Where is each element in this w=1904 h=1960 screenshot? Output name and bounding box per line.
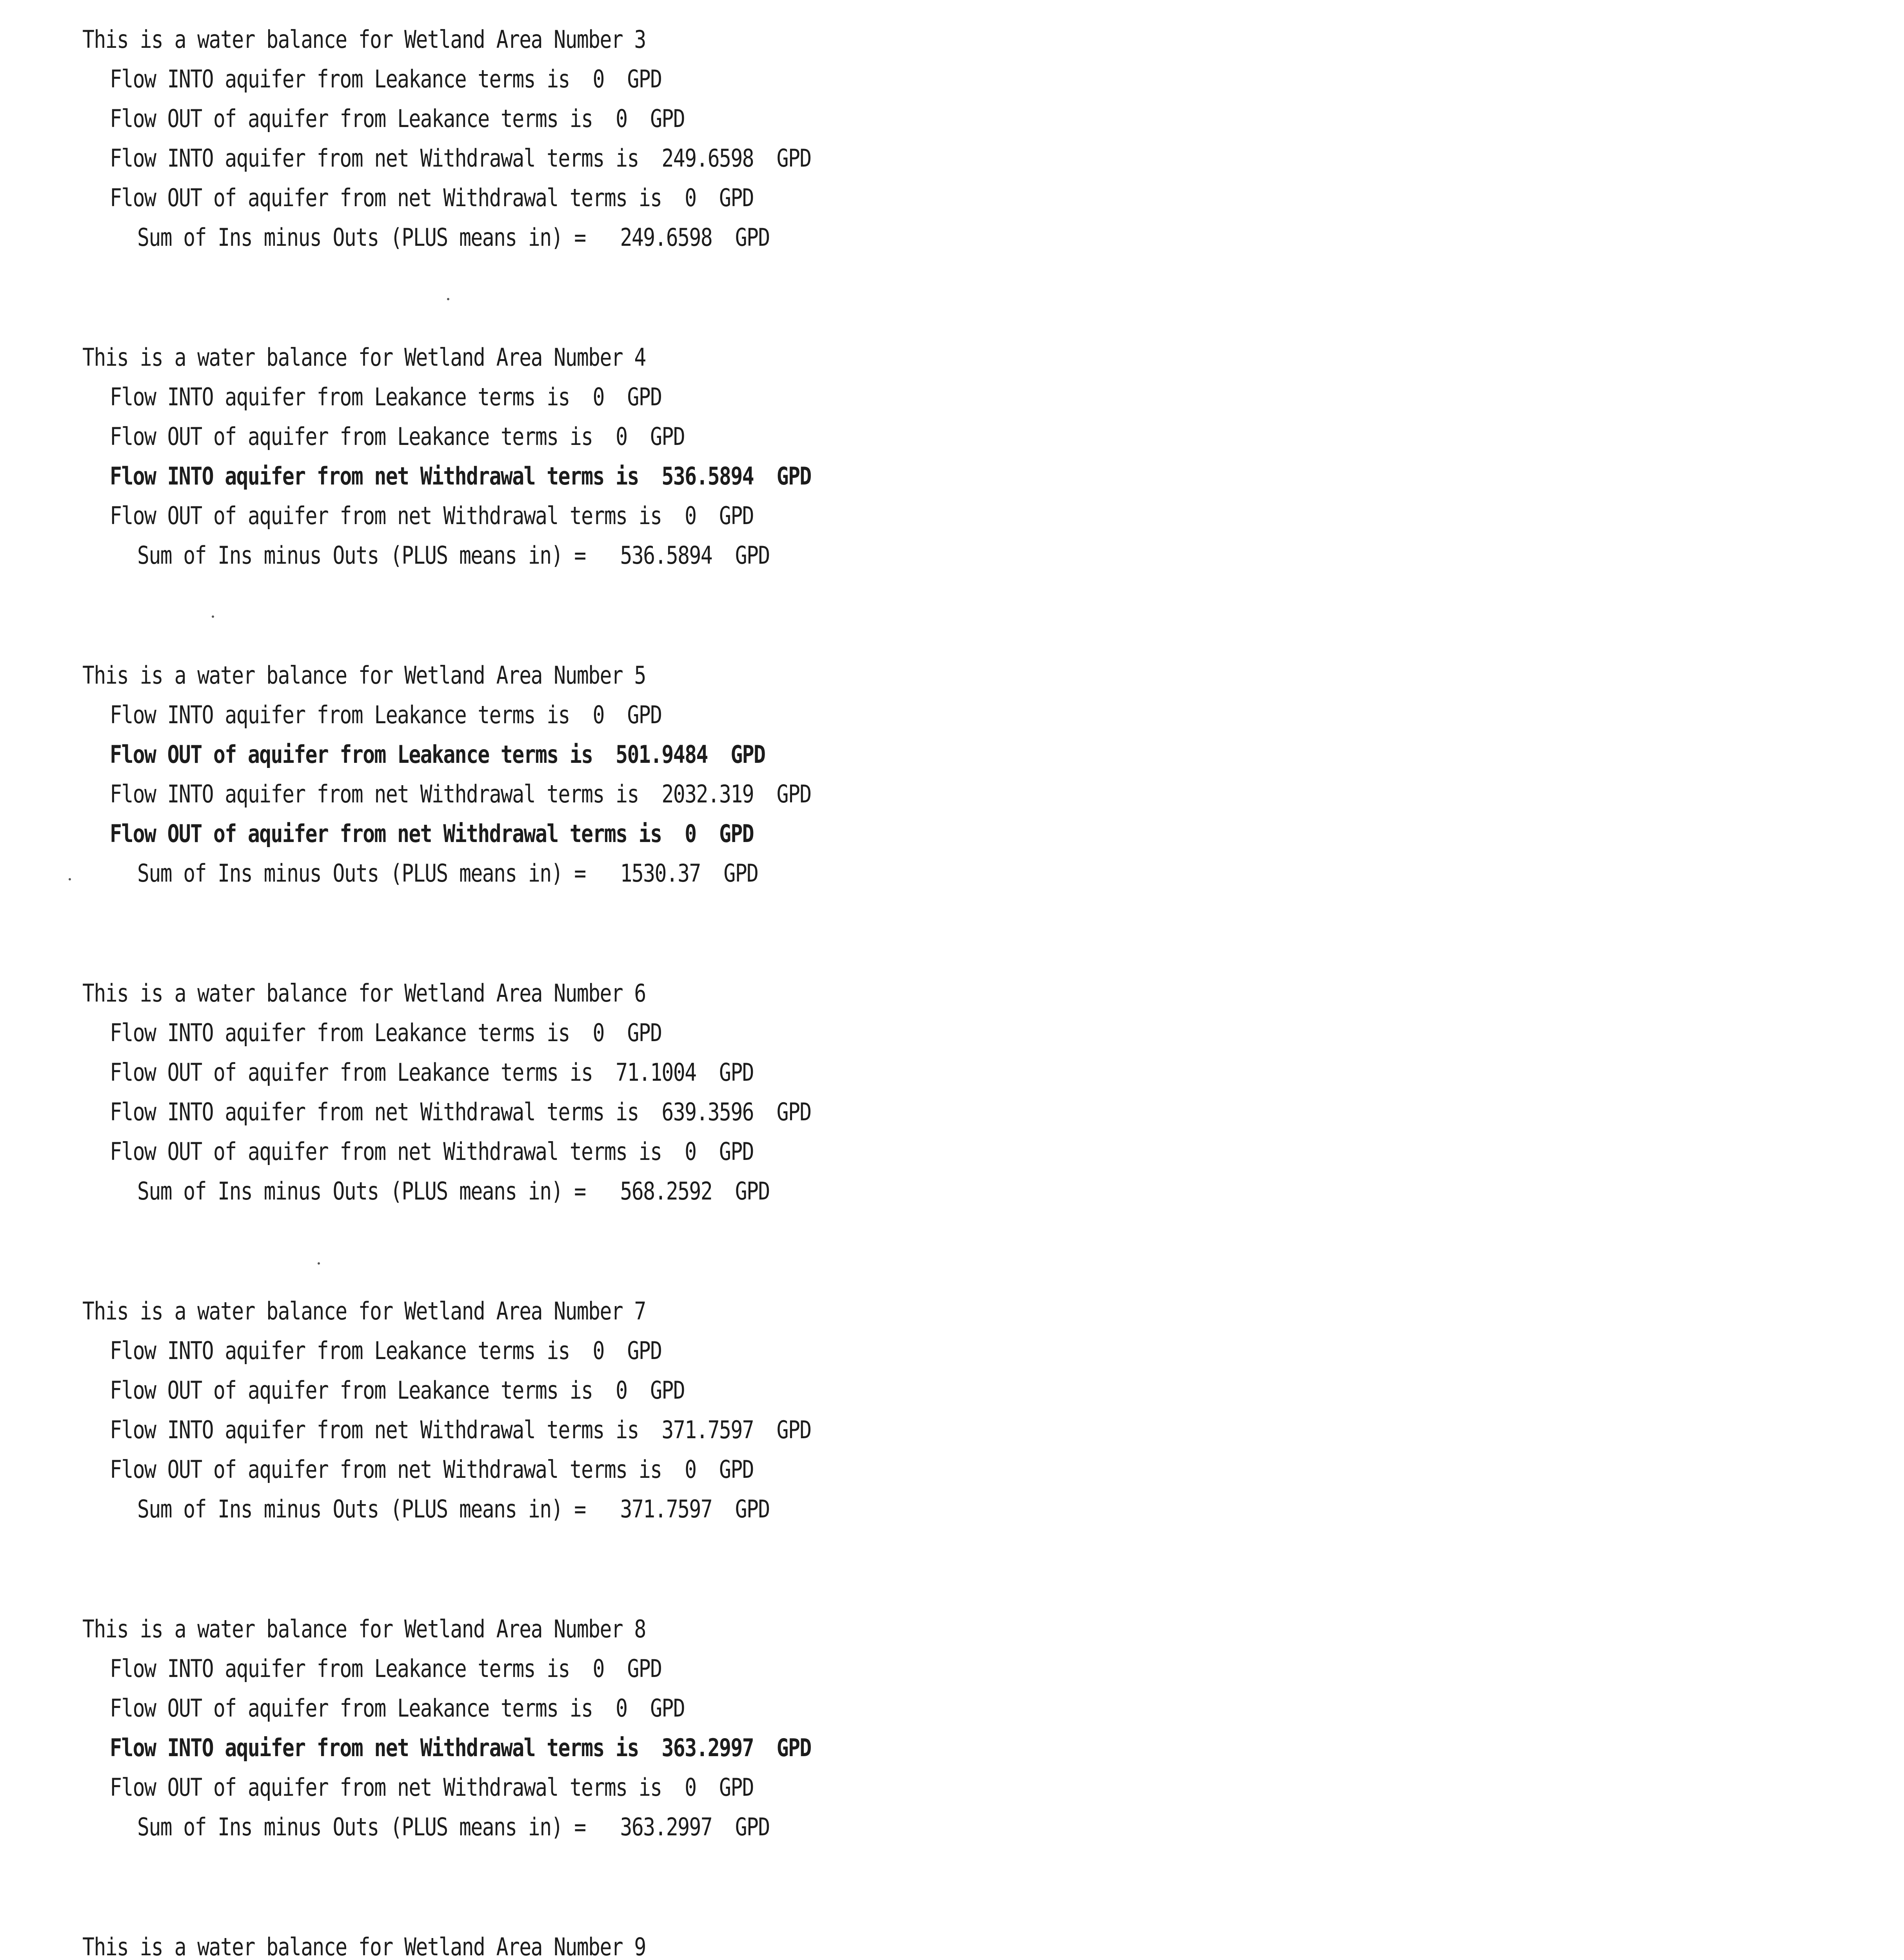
flow-line: Flow OUT of aquifer from Leakance terms is 501.9484 GPD: [110, 740, 765, 769]
scan-speck: [447, 298, 449, 300]
flow-line: Flow INTO aquifer from net Withdrawal terms is 2032.319 GPD: [110, 780, 811, 808]
flow-line: Flow OUT of aquifer from Leakance terms is 0 GPD: [110, 1376, 685, 1405]
flow-line: Flow INTO aquifer from net Withdrawal terms is 639.3596 GPD: [110, 1098, 811, 1126]
block-header: This is a water balance for Wetland Area Number 8: [82, 1615, 646, 1643]
water-balance-block: [82, 1609, 1023, 1847]
scan-speck: [69, 878, 71, 880]
flow-line: Flow OUT of aquifer from net Withdrawal terms is 0 GPD: [110, 183, 754, 212]
block-header: This is a water balance for Wetland Area Number 7: [82, 1297, 646, 1325]
sum-line: Sum of Ins minus Outs (PLUS means in) = 249.6598 GPD: [137, 223, 770, 252]
flow-line: Flow INTO aquifer from Leakance terms is 0 GPD: [110, 1654, 662, 1683]
flow-line: Flow INTO aquifer from Leakance terms is 0 GPD: [110, 1336, 662, 1365]
flow-line: Flow OUT of aquifer from Leakance terms is 0 GPD: [110, 1694, 685, 1722]
water-balance-block: [82, 655, 1023, 893]
flow-line: Flow INTO aquifer from Leakance terms is 0 GPD: [110, 701, 662, 729]
water-balance-block: [82, 1927, 1023, 1960]
sum-line: Sum of Ins minus Outs (PLUS means in) = 363.2997 GPD: [137, 1813, 770, 1841]
sum-line: Sum of Ins minus Outs (PLUS means in) = 1530.37 GPD: [137, 859, 758, 887]
flow-line: Flow INTO aquifer from net Withdrawal terms is 371.7597 GPD: [110, 1416, 811, 1444]
flow-line: Flow INTO aquifer from Leakance terms is 0 GPD: [110, 383, 662, 411]
water-balance-block: [82, 20, 1023, 257]
sum-line: Sum of Ins minus Outs (PLUS means in) = 568.2592 GPD: [137, 1177, 770, 1205]
flow-line: Flow OUT of aquifer from Leakance terms is 0 GPD: [110, 422, 685, 451]
flow-line: Flow INTO aquifer from net Withdrawal terms is 536.5894 GPD: [110, 462, 811, 490]
flow-line: Flow OUT of aquifer from Leakance terms is 71.1004 GPD: [110, 1058, 754, 1087]
flow-line: Flow INTO aquifer from net Withdrawal terms is 363.2997 GPD: [110, 1733, 811, 1762]
flow-line: Flow INTO aquifer from Leakance terms is 0 GPD: [110, 65, 662, 93]
flow-line: Flow OUT of aquifer from net Withdrawal terms is 0 GPD: [110, 1773, 754, 1802]
block-header: This is a water balance for Wetland Area Number 3: [82, 25, 646, 54]
sum-line: Sum of Ins minus Outs (PLUS means in) = 371.7597 GPD: [137, 1495, 770, 1523]
flow-line: Flow OUT of aquifer from Leakance terms is 0 GPD: [110, 104, 685, 133]
flow-line: Flow INTO aquifer from net Withdrawal terms is 249.6598 GPD: [110, 144, 811, 172]
scan-speck: [212, 615, 214, 618]
water-balance-block: [82, 338, 1023, 575]
block-header: This is a water balance for Wetland Area Number 6: [82, 979, 646, 1007]
scan-speck: [318, 1262, 320, 1265]
water-balance-block: [82, 1291, 1023, 1529]
sum-line: Sum of Ins minus Outs (PLUS means in) = 536.5894 GPD: [137, 541, 770, 570]
flow-line: Flow INTO aquifer from Leakance terms is 0 GPD: [110, 1018, 662, 1047]
water-balance-block: [82, 973, 1023, 1211]
flow-line: Flow OUT of aquifer from net Withdrawal terms is 0 GPD: [110, 1137, 754, 1166]
flow-line: Flow OUT of aquifer from net Withdrawal terms is 0 GPD: [110, 1455, 754, 1484]
flow-line: Flow OUT of aquifer from net Withdrawal terms is 0 GPD: [110, 501, 754, 530]
block-header: This is a water balance for Wetland Area Number 4: [82, 343, 646, 372]
block-header: This is a water balance for Wetland Area Number 5: [82, 661, 646, 690]
flow-line: Flow OUT of aquifer from net Withdrawal terms is 0 GPD: [110, 819, 754, 848]
block-header: This is a water balance for Wetland Area Number 9: [82, 1933, 646, 1960]
